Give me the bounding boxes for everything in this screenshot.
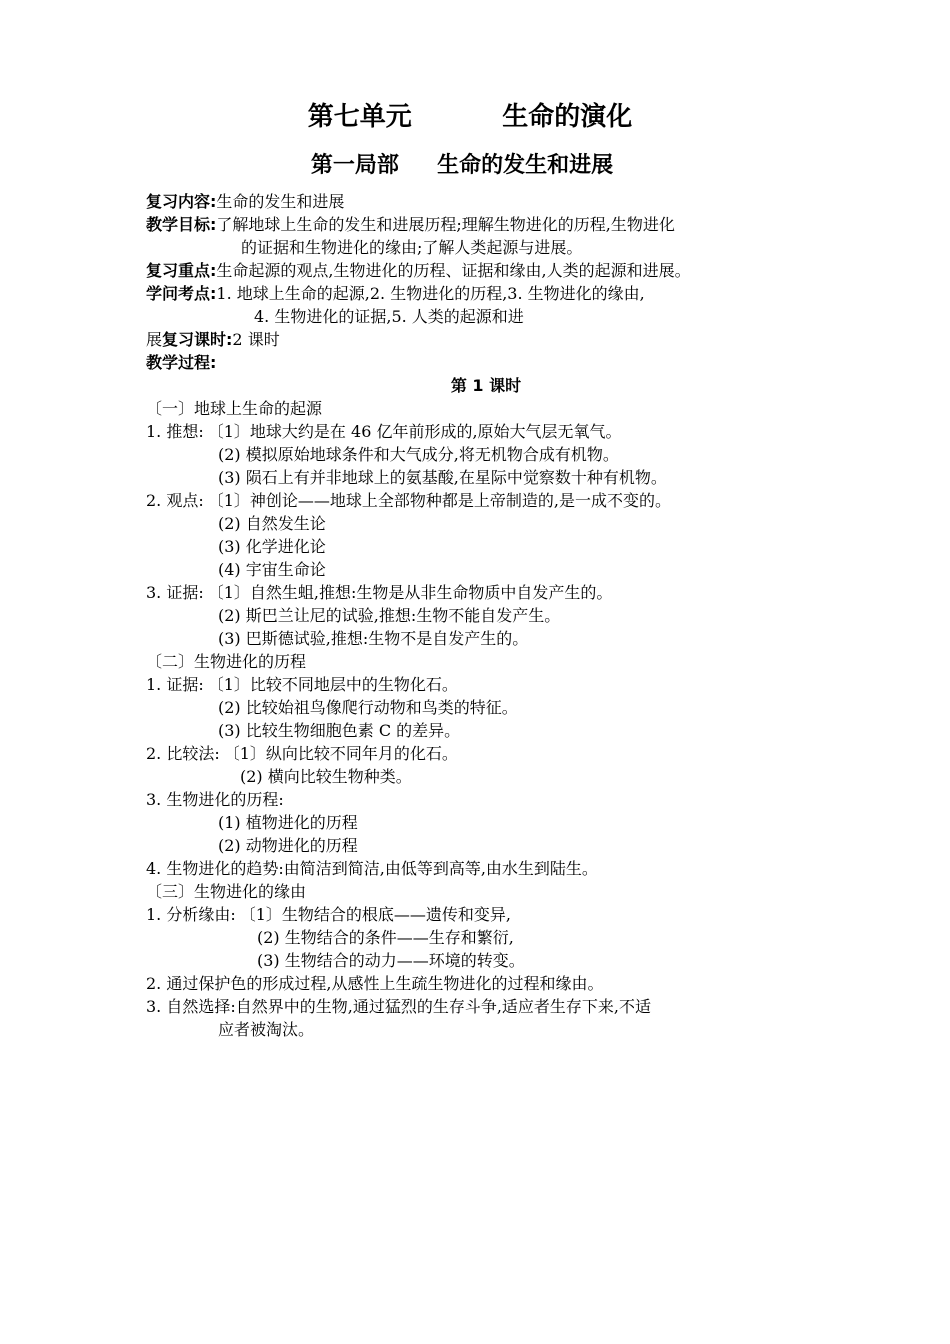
meta-points-continued: 4. 生物进化的证据,5. 人类的起源和进: [254, 307, 524, 326]
list-item: 3. 生物进化的历程:: [146, 790, 284, 809]
lesson-title: 第 1 课时: [450, 376, 522, 395]
list-item: 2. 观点: 〔1〕神创论——地球上全部物种都是上帝制造的,是一成不变的。: [146, 491, 672, 510]
unit-topic: 生命的演化: [502, 102, 633, 132]
document-body: [146, 190, 826, 1041]
section-heading: 〔三〕生物进化的缘由: [146, 882, 307, 901]
list-item: (3) 巴斯德试验,推想:生物不是自发产生的。: [218, 629, 529, 648]
part-title: [0, 148, 924, 179]
unit-number: 第七单元: [307, 102, 412, 132]
list-item: (2) 动物进化的历程: [218, 836, 358, 855]
section-heading: 〔二〕生物进化的历程: [146, 652, 307, 671]
list-item: 1. 推想: 〔1〕地球大约是在 46 亿年前形成的,原始大气层无氧气。: [146, 422, 622, 441]
list-item: 1. 证据: 〔1〕比较不同地层中的生物化石。: [146, 675, 458, 694]
list-item: (2) 生物结合的条件——生存和繁衍,: [257, 928, 514, 947]
meta-process: 教学过程:: [146, 353, 217, 372]
meta-content: 复习内容:生命的发生和进展: [146, 192, 345, 211]
list-item: 应者被淘汰。: [218, 1020, 315, 1039]
list-item: (4) 宇宙生命论: [218, 560, 326, 579]
list-item: 3. 自然选择:自然界中的生物,通过猛烈的生存斗争,适应者生存下来,不适: [146, 997, 652, 1016]
list-item: 1. 分析缘由: 〔1〕生物结合的根底——遗传和变异,: [146, 905, 512, 924]
meta-goal: 教学目标:了解地球上生命的发生和进展历程;理解生物进化的历程,生物进化: [146, 215, 675, 234]
list-item: (2) 模拟原始地球条件和大气成分,将无机物合成有机物。: [218, 445, 619, 464]
list-item: (2) 横向比较生物种类。: [240, 767, 412, 786]
meta-goal-continued: 的证据和生物进化的缘由;了解人类起源与进展。: [241, 238, 583, 257]
section-heading: 〔一〕地球上生命的起源: [146, 399, 323, 418]
list-item: (2) 比较始祖鸟像爬行动物和鸟类的特征。: [218, 698, 518, 717]
meta-hours: 展复习课时:2 课时: [146, 330, 280, 349]
list-item: 4. 生物进化的趋势:由简洁到简洁,由低等到高等,由水生到陆生。: [146, 859, 598, 878]
list-item: (1) 植物进化的历程: [218, 813, 358, 832]
list-item: (2) 斯巴兰让尼的试验,推想:生物不能自发产生。: [218, 606, 561, 625]
list-item: (3) 陨石上有并非地球上的氨基酸,在星际中觉察数十种有机物。: [218, 468, 667, 487]
list-item: (3) 生物结合的动力——环境的转变。: [257, 951, 525, 970]
list-item: (2) 自然发生论: [218, 514, 326, 533]
part-topic: 生命的发生和进展: [437, 153, 614, 178]
part-number: 第一局部: [310, 153, 399, 178]
meta-focus: 复习重点:生命起源的观点,生物进化的历程、证据和缘由,人类的起源和进展。: [146, 261, 691, 280]
list-item: (3) 比较生物细胞色素 C 的差异。: [218, 721, 461, 740]
meta-points: 学问考点:1. 地球上生命的起源,2. 生物进化的历程,3. 生物进化的缘由,: [146, 284, 645, 303]
list-item: (3) 化学进化论: [218, 537, 326, 556]
list-item: 3. 证据: 〔1〕自然生蛆,推想:生物是从非生命物质中自发产生的。: [146, 583, 613, 602]
list-item: 2. 通过保护色的形成过程,从感性上生疏生物进化的过程和缘由。: [146, 974, 604, 993]
unit-title: [0, 96, 940, 133]
list-item: 2. 比较法: 〔1〕纵向比较不同年月的化石。: [146, 744, 458, 763]
